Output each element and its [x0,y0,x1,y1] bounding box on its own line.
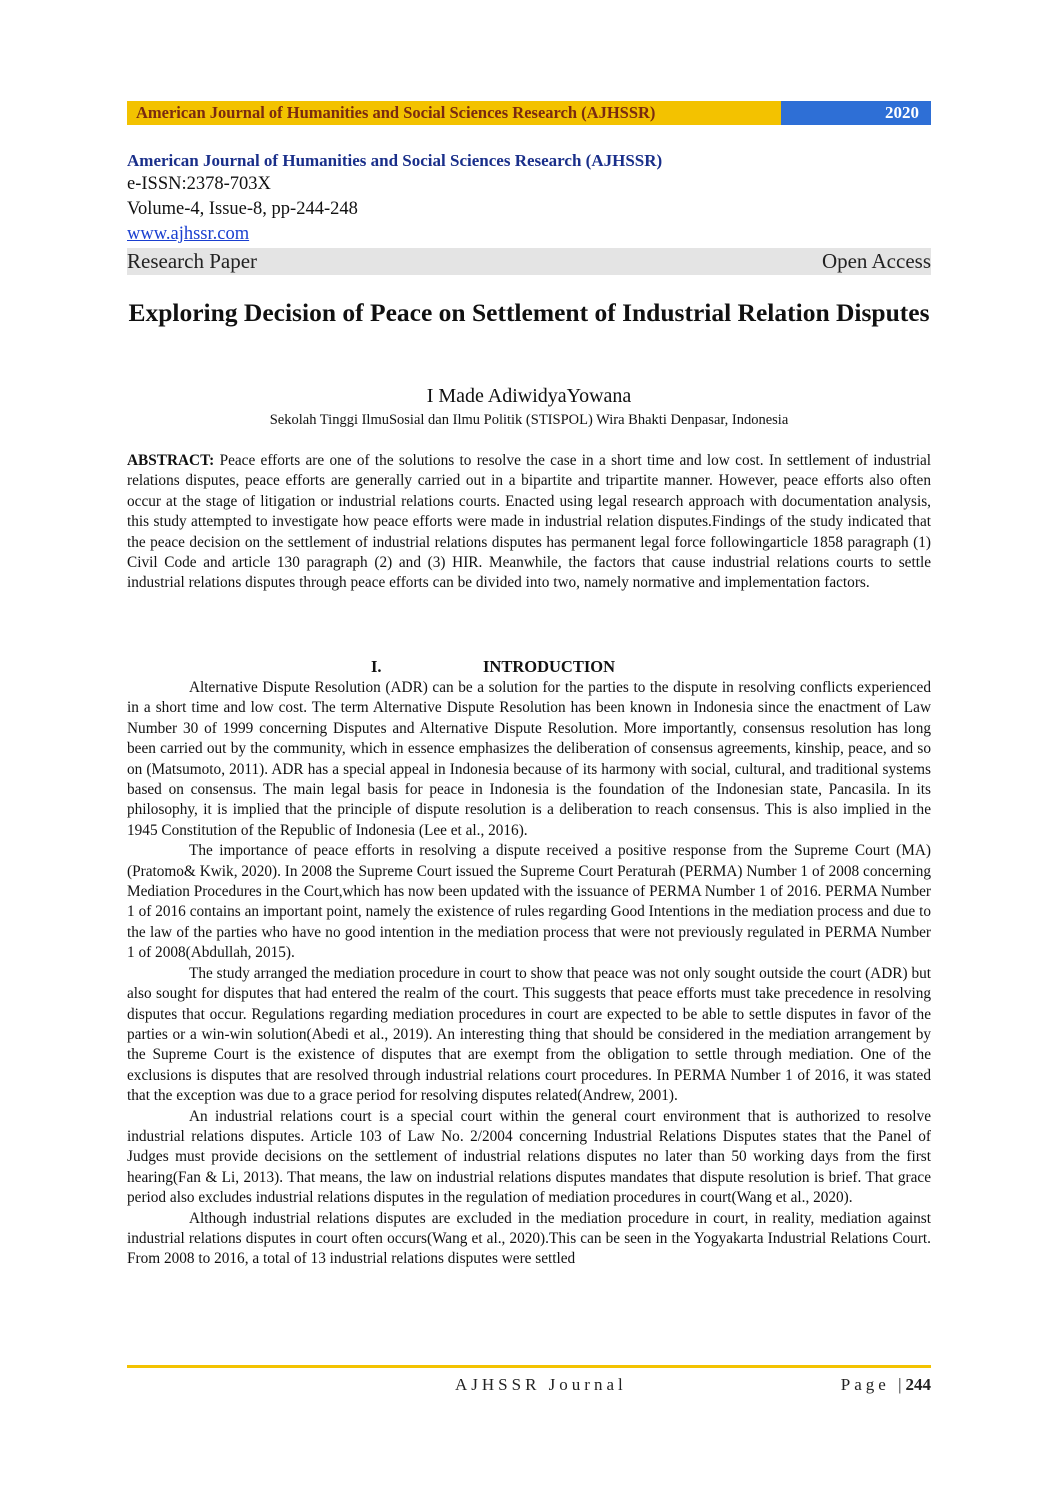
abstract-text: Peace efforts are one of the solutions to resolve the case in a short time and low cost. In settlement of industrial relations disputes, peace efforts are generally carried out in a bipartite and tripartite manner. However, peace efforts also often occur at the stage of litigation or industrial relations courts. Enacted using legal research approach with documentation analysis, this study attempted to investigate how peace efforts were made in industrial relation disputes.Findings of the study indicated that the peace decision on the settlement of industrial relations disputes has permanent legal force followingarticle 1858 paragraph (1) Civil Code and article 130 paragraph (2) and (3) HIR. Meanwhile, the factors that cause industrial relations courts to settle industrial relations disputes through peace efforts can be divided into two, namely normative and implementation factors. [127,452,931,592]
body-text [127,678,931,1270]
paragraph: The study arranged the mediation procedure in court to show that peace was not only sought outside the court (ADR) but also sought for disputes that had entered the realm of the court. This suggests that peace efforts must take precedence in resolving disputes that occur. Regulations regarding mediation procedures in court are expected to be able to settle disputes in favor of the parties or a win-win solution(Abedi et al., 2019). An interesting thing that should be considered in the mediation arrangement by the Supreme Court is the existence of disputes that are exempt from the obligation to settle through mediation. One of the exclusions is disputes that are resolved through industrial relations court procedures. In PERMA Number 1 of 2016, it was stated that the exception was due to a grace period for resolving disputes related(Andrew, 2001). [127,964,931,1105]
author-affiliation: Sekolah Tinggi IlmuSosial dan Ilmu Politik (STISPOL) Wira Bhakti Denpasar, Indonesia [269,412,789,428]
footer-divider [127,1365,931,1368]
paragraph: Although industrial relations disputes are excluded in the mediation procedure in court, in reality, mediation against industrial relations disputes in court often occurs(Wang et al., 2020).This can be seen in the Yogyakarta Industrial Relations Court. From 2008 to 2016, a total of 13 industrial relations disputes were settled [127,1209,931,1268]
paper-title: Exploring Decision of Peace on Settlement of Industrial Relation Disputes [128,298,930,327]
section-heading [127,656,931,677]
abstract-label: ABSTRACT: [127,452,215,469]
paragraph: The importance of peace efforts in resolving a dispute received a positive response from the Supreme Court (MA)(Pratomo& Kwik, 2020). In 2008 the Supreme Court issued the Supreme Court Peraturah (PERMA) Number 1 of 2008 concerning Mediation Procedures in the Court,which has now been updated with the issuance of PERMA Number 1 of 2016. PERMA Number 1 of 2016 contains an important point, namely the existence of rules regarding Good Intentions in the mediation process and due to the law of the parties who have no good intention in the mediation process that were not previously regulated in PERMA Number 1 of 2008(Abdullah, 2015). [127,842,931,962]
author-name: I Made AdiwidyaYowana [426,385,632,407]
page-label: Page | [840,1375,906,1394]
section-title: INTRODUCTION [483,657,616,676]
footer-journal-name: AJHSSR Journal [455,1375,627,1394]
volume-issue: Volume-4, Issue-8, pp-244-248 [127,199,358,219]
paragraph: An industrial relations court is a special court within the general court environment that is authorized to resolve industrial relations disputes. Article 103 of Law No. 2/2004 concerning Industrial Relations Disputes states that the Panel of Judges must provide decisions on the settlement of industrial relations disputes no later than 50 working days from the first hearing(Fan & Li, 2013). That means, the law on industrial relations disputes mandates that dispute resolution is brief. That grace period also excludes industrial relations disputes in the regulation of mediation procedures in court(Wang et al., 2020). [127,1107,931,1207]
access-type: Open Access [821,249,931,273]
abstract [127,451,931,594]
header-journal-name: American Journal of Humanities and Social Sciences Research (AJHSSR) [127,101,781,125]
page-number: 244 [905,1375,931,1394]
eissn: e-ISSN:2378-703X [127,174,271,194]
section-number: I. [371,657,382,676]
paper-type-bar [127,248,931,275]
footer-page-number [841,1374,931,1396]
website-link[interactable]: www.ajhssr.com [127,224,250,244]
paper-type: Research Paper [127,249,258,273]
journal-info [127,150,931,275]
info-journal-name: American Journal of Humanities and Social Sciences Research (AJHSSR) [127,151,663,170]
header-year: 2020 [781,101,931,125]
paragraph: Alternative Dispute Resolution (ADR) can be a solution for the parties to the dispute in resolving conflicts experienced in a short time and low cost. The term Alternative Dispute Resolution has been known in Indonesia since the enactment of Law Number 30 of 1999 concerning Disputes and Alternative Dispute Resolution. More importantly, consensus resolution has long been carried out by the community, which in essence emphasizes the deliberation of consensus agreements, kinship, peace, and so on (Matsumoto, 2011). ADR has a special appeal in Indonesia because of its harmony with social, cultural, and traditional systems based on consensus. The main legal basis for peace in Indonesia is the foundation of the Indonesian state, Pancasila. In its philosophy, it is implied that the principle of dispute resolution is a deliberation to reach consensus. This is also implied in the 1945 Constitution of the Republic of Indonesia (Lee et al., 2016). [127,679,931,839]
running-header [127,101,931,125]
